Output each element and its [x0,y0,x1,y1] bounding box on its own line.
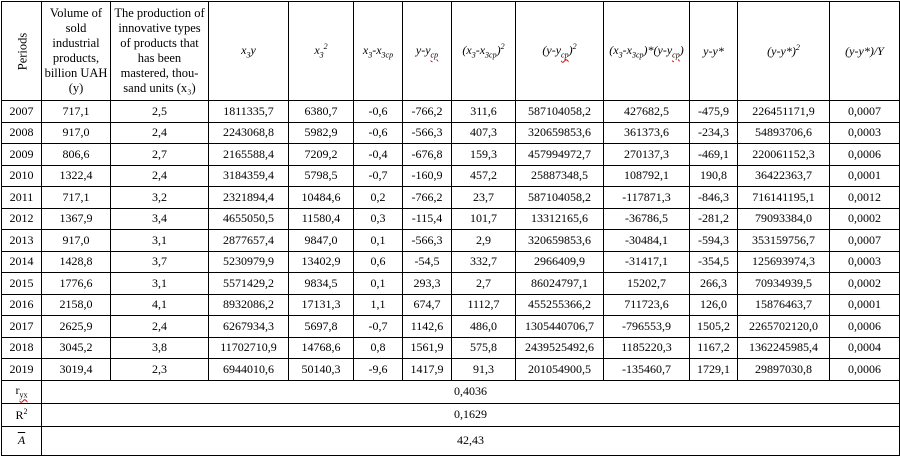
cell-ydevsq: 1305440706,7 [516,316,604,338]
cell-x3y: 5571429,2 [209,273,289,295]
header-part: 2 [323,42,328,52]
cell-innovative: 2,5 [111,101,209,123]
header-part: 3 [471,50,476,60]
cell-ydevsq: 587104058,2 [516,101,604,123]
cell-ydevsq: 2966409,9 [516,251,604,273]
cell-innovative: 3,7 [111,251,209,273]
header-part: 3 [368,50,373,60]
cell-x3devsq: 407,3 [452,122,516,144]
cell-yrel: 0,0006 [830,316,900,338]
cell-x3dev: -0,6 [354,101,403,123]
cell-x3sq: 7209,2 [289,144,354,166]
cell-innovative: 2,4 [111,165,209,187]
header-part: 3cp [485,50,497,60]
cell-x3y: 11702710,9 [209,337,289,359]
cell-ydevsq: 320659853,6 [516,122,604,144]
column-header-yres [690,2,738,101]
cell-ydevsq: 455255366,2 [516,294,604,316]
cell-cross: 108792,1 [604,165,690,187]
cell-yres: 1167,2 [690,337,738,359]
cell-ydev: 1142,6 [403,316,452,338]
cell-x3sq: 13402,9 [289,251,354,273]
column-header-x3dev [354,2,403,101]
cell-ydevsq: 320659853,6 [516,230,604,252]
cell-ydevsq: 2439525492,6 [516,337,604,359]
cell-yres: 1729,1 [690,359,738,381]
header-part: 3 [246,50,251,60]
cell-yres: -846,3 [690,187,738,209]
cell-yrel: 0,0006 [830,359,900,381]
stat-label [2,426,42,455]
cell-innovative: 2,4 [111,122,209,144]
cell-x3sq: 5697,8 [289,316,354,338]
cell-x3y: 8932086,2 [209,294,289,316]
cell-ydev: 1561,9 [403,337,452,359]
header-part: (y-y*) [767,44,796,58]
column-header-innovative: The production of innovative types of products that has been mastered, thou-sand units (x₃) [111,2,209,101]
cell-cross: 711723,6 [604,294,690,316]
cell-ydevsq: 86024797,1 [516,273,604,295]
cell-yressq: 125693974,3 [738,251,830,273]
cell-cross: 1185220,3 [604,337,690,359]
header-part: x [241,42,247,57]
column-header-ydevsq [516,2,604,101]
cell-volume: 1322,4 [42,165,111,187]
cell-innovative: 3,2 [111,187,209,209]
cell-yrel: 0,0007 [830,101,900,123]
header-part: (y-y*)/Y [845,43,884,58]
stat-subscript: yx [19,390,28,400]
cell-innovative: 3,4 [111,208,209,230]
cell-yres: -281,2 [690,208,738,230]
cell-ydev: -566,3 [403,122,452,144]
column-header-periods [2,2,42,101]
cell-x3sq: 5982,9 [289,122,354,144]
cell-periods: 2012 [2,208,42,230]
cell-x3dev: 0,2 [354,187,403,209]
table-row [2,101,900,123]
cell-ydev: -566,3 [403,230,452,252]
table-row [2,251,900,273]
stat-row [2,403,900,426]
stat-value: 42,43 [42,426,900,455]
cell-periods: 2016 [2,294,42,316]
cell-cross: -135460,7 [604,359,690,381]
column-header-yressq [738,2,830,101]
cell-yrel: 0,0012 [830,187,900,209]
cell-x3y: 2165588,4 [209,144,289,166]
column-header-yrel [830,2,900,101]
header-row [2,2,900,101]
cell-ydev: -766,2 [403,101,452,123]
cell-x3dev: 0,1 [354,273,403,295]
header-part: cp [430,50,439,60]
cell-yres: -475,9 [690,101,738,123]
cell-yrel: 0,0003 [830,122,900,144]
header-part: cp [672,50,680,60]
cell-periods: 2018 [2,337,42,359]
cell-x3dev: -0,4 [354,144,403,166]
header-part: 3cp [381,50,394,60]
header-part: x [362,42,369,57]
stat-symbol: $\overline{A}$ [17,433,26,447]
cell-yressq: 2265702120,0 [738,316,830,338]
table-row [2,165,900,187]
cell-x3dev: 0,8 [354,337,403,359]
cell-yressq: 79093384,0 [738,208,830,230]
cell-ydevsq: 457994972,7 [516,144,604,166]
cell-x3sq: 10484,6 [289,187,354,209]
cell-volume: 717,1 [42,101,111,123]
stat-value: 0,4036 [42,380,900,403]
cell-yrel: 0,0001 [830,294,900,316]
table-row [2,273,900,295]
cell-volume: 917,0 [42,230,111,252]
cell-volume: 3045,2 [42,337,111,359]
cell-volume: 2625,9 [42,316,111,338]
cell-yrel: 0,0007 [830,230,900,252]
cell-yressq: 54893706,6 [738,122,830,144]
cell-periods: 2010 [2,165,42,187]
cell-x3devsq: 1112,7 [452,294,516,316]
cell-x3sq: 6380,7 [289,101,354,123]
header-part: (x [609,42,619,57]
table-row [2,122,900,144]
cell-yrel: 0,0002 [830,208,900,230]
header-part: x [314,43,320,58]
cell-x3devsq: 332,7 [452,251,516,273]
header-part: 3 [618,50,623,60]
cell-x3sq: 9847,0 [289,230,354,252]
header-part: cp [561,50,569,60]
cell-x3y: 2243068,8 [209,122,289,144]
cell-ydev: -54,5 [403,251,452,273]
cell-ydev: 293,3 [403,273,452,295]
cell-x3sq: 50140,3 [289,359,354,381]
cell-x3devsq: 311,6 [452,101,516,123]
cell-yres: -354,5 [690,251,738,273]
cell-cross: 427682,5 [604,101,690,123]
cell-yressq: 36422363,7 [738,165,830,187]
cell-x3devsq: 101,7 [452,208,516,230]
header-part: ) [679,42,684,57]
cell-yressq: 220061152,3 [738,144,830,166]
cell-x3dev: -0,6 [354,122,403,144]
cell-yres: -234,3 [690,122,738,144]
cell-x3dev: -0,7 [354,165,403,187]
table-row [2,337,900,359]
cell-volume: 3019,4 [42,359,111,381]
cell-x3devsq: 2,7 [452,273,516,295]
cell-innovative: 4,1 [111,294,209,316]
cell-cross: -796553,9 [604,316,690,338]
cell-x3y: 1811335,7 [209,101,289,123]
header-part: 2 [572,42,577,52]
stat-label [2,403,42,426]
cell-ydev: -766,2 [403,187,452,209]
cell-yres: 1505,2 [690,316,738,338]
cell-x3sq: 14768,6 [289,337,354,359]
cell-x3devsq: 457,2 [452,165,516,187]
cell-x3y: 2877657,4 [209,230,289,252]
cell-cross: -36786,5 [604,208,690,230]
table-row [2,187,900,209]
table-row [2,316,900,338]
stat-row [2,380,900,403]
cell-x3devsq: 23,7 [452,187,516,209]
cell-x3y: 6944010,6 [209,359,289,381]
cell-x3devsq: 2,9 [452,230,516,252]
header-part: ) [568,43,573,58]
header-part: -x [622,42,632,57]
cell-x3dev: -9,6 [354,359,403,381]
cell-volume: 2158,0 [42,294,111,316]
column-header-volume: Volume of sold industrial products, billion UAH (y) [42,2,111,101]
cell-periods: 2014 [2,251,42,273]
cell-yrel: 0,0003 [830,251,900,273]
column-header-x3sq [289,2,354,101]
cell-x3devsq: 486,0 [452,316,516,338]
header-part: (x [462,43,472,58]
cell-cross: -30484,1 [604,230,690,252]
header-part: y-y [415,42,431,57]
cell-periods: 2008 [2,122,42,144]
header-part: 2 [795,43,800,52]
table-row [2,144,900,166]
cell-ydevsq: 201054900,5 [516,359,604,381]
cell-yressq: 353159756,7 [738,230,830,252]
cell-periods: 2007 [2,101,42,123]
cell-x3sq: 5798,5 [289,165,354,187]
cell-yressq: 226451171,9 [738,101,830,123]
cell-ydevsq: 25887348,5 [516,165,604,187]
cell-innovative: 3,8 [111,337,209,359]
cell-x3devsq: 575,8 [452,337,516,359]
cell-cross: 361373,6 [604,122,690,144]
cell-x3y: 4655050,5 [209,208,289,230]
cell-x3dev: 0,6 [354,251,403,273]
cell-x3dev: 1,1 [354,294,403,316]
cell-x3dev: 0,3 [354,208,403,230]
cell-innovative: 2,4 [111,316,209,338]
stat-value: 0,1629 [42,403,900,426]
cell-yrel: 0,0002 [830,273,900,295]
cell-x3devsq: 159,3 [452,144,516,166]
cell-ydevsq: 587104058,2 [516,187,604,209]
cell-yres: 190,8 [690,165,738,187]
stat-symbol: r [15,383,20,398]
cell-cross: 15202,7 [604,273,690,295]
cell-cross: 270137,3 [604,144,690,166]
table-row [2,359,900,381]
cell-ydev: 1417,9 [403,359,452,381]
cell-x3sq: 11580,4 [289,208,354,230]
cell-x3y: 5230979,9 [209,251,289,273]
cell-yressq: 1362245985,4 [738,337,830,359]
header-part: y [250,42,256,57]
cell-yressq: 29897030,8 [738,359,830,381]
table-row [2,208,900,230]
cell-yres: -594,3 [690,230,738,252]
header-part: )*(y-y [643,42,673,57]
cell-ydev: 674,7 [403,294,452,316]
column-header-ydev [403,2,452,101]
cell-yres: 126,0 [690,294,738,316]
cell-periods: 2013 [2,230,42,252]
cell-yres: -469,1 [690,144,738,166]
cell-innovative: 3,1 [111,273,209,295]
cell-yressq: 15876463,7 [738,294,830,316]
header-part: 2 [500,42,505,52]
header-part: y-y* [703,43,724,58]
header-part: -x [372,42,382,57]
cell-volume: 1367,9 [42,208,111,230]
cell-periods: 2009 [2,144,42,166]
regression-table [1,1,900,456]
cell-x3sq: 9834,5 [289,273,354,295]
stat-row [2,426,900,455]
header-label: Periods [15,32,30,70]
cell-yres: 266,3 [690,273,738,295]
cell-periods: 2015 [2,273,42,295]
cell-volume: 1428,8 [42,251,111,273]
cell-x3devsq: 91,3 [452,359,516,381]
cell-x3dev: -0,7 [354,316,403,338]
column-header-x3y [209,2,289,101]
cell-cross: -31417,1 [604,251,690,273]
stat-symbol: R [15,407,24,422]
cell-volume: 717,1 [42,187,111,209]
table-row [2,294,900,316]
cell-cross: -117871,3 [604,187,690,209]
cell-ydev: -160,9 [403,165,452,187]
cell-x3dev: 0,1 [354,230,403,252]
header-part: -x [475,43,486,58]
header-part: 3 [319,50,324,60]
cell-volume: 917,0 [42,122,111,144]
cell-periods: 2017 [2,316,42,338]
cell-yressq: 716141195,1 [738,187,830,209]
cell-x3sq: 17131,3 [289,294,354,316]
header-part: ) [496,43,501,58]
cell-x3y: 2321894,4 [209,187,289,209]
cell-volume: 1776,6 [42,273,111,295]
column-header-x3devsq [452,2,516,101]
cell-yrel: 0,0006 [830,144,900,166]
table-row [2,230,900,252]
cell-periods: 2019 [2,359,42,381]
cell-innovative: 2,7 [111,144,209,166]
header-part: (y-y [542,43,562,58]
cell-yrel: 0,0004 [830,337,900,359]
cell-yrel: 0,0001 [830,165,900,187]
column-header-cross [604,2,690,101]
cell-periods: 2011 [2,187,42,209]
cell-yressq: 70934939,5 [738,273,830,295]
header-part: 3cp [631,50,644,60]
cell-ydevsq: 13312165,6 [516,208,604,230]
cell-volume: 806,6 [42,144,111,166]
cell-ydev: -676,8 [403,144,452,166]
cell-x3y: 6267934,3 [209,316,289,338]
stat-label [2,380,42,403]
cell-innovative: 3,1 [111,230,209,252]
cell-x3y: 3184359,4 [209,165,289,187]
cell-ydev: -115,4 [403,208,452,230]
cell-innovative: 2,3 [111,359,209,381]
stat-superscript: 2 [23,406,28,416]
